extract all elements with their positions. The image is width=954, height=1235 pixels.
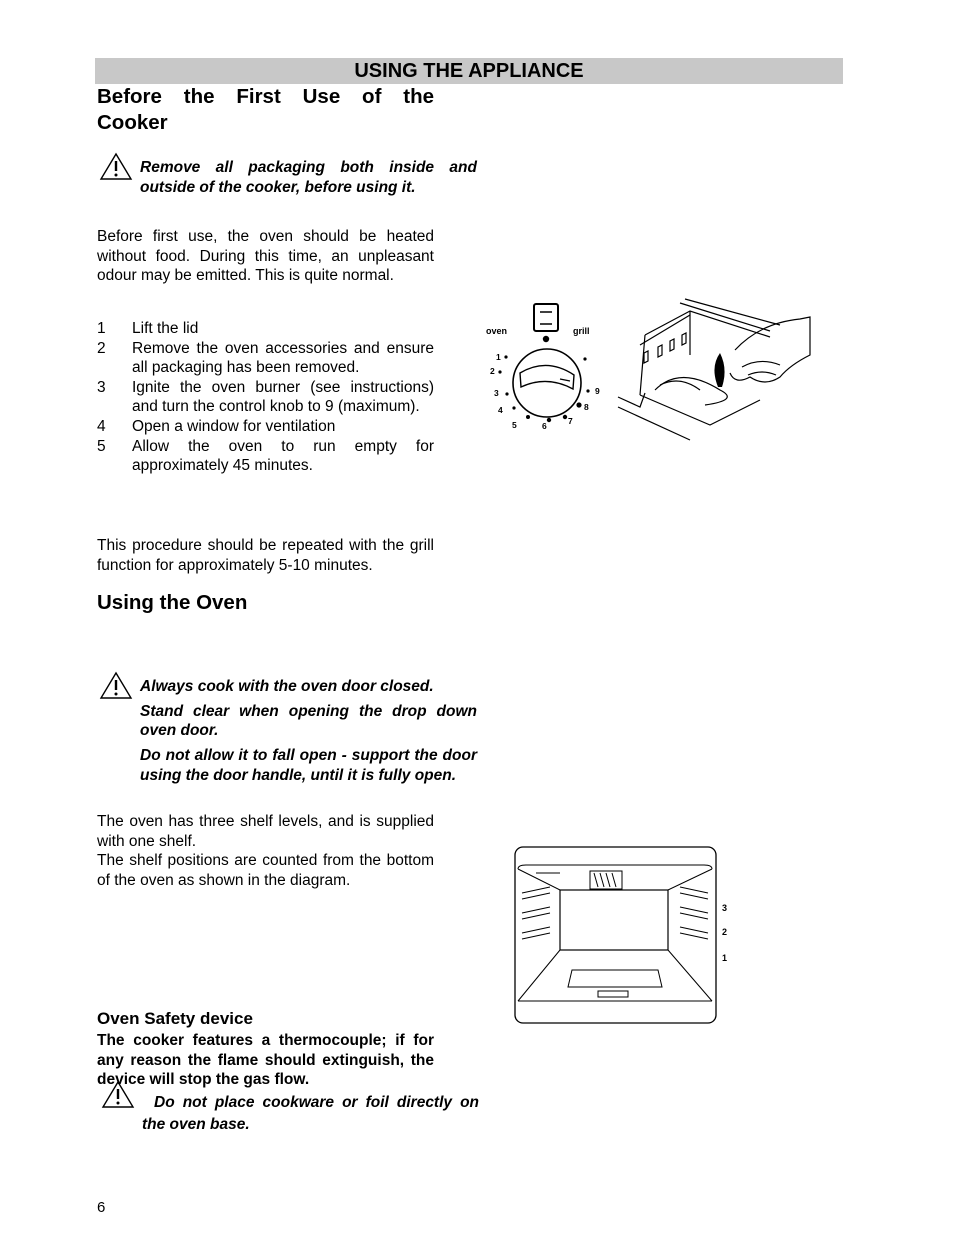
knob-mark: 6 [542,421,547,431]
warning-text: Stand clear when opening the drop down oven door. [140,702,477,740]
knob-mark: 4 [498,405,503,415]
knob-mark: 2 [490,366,495,376]
oven-door-warning [97,677,477,785]
list-item: 4 Open a window for ventilation [97,417,336,435]
list-item: 2 Remove the oven accessories and ensure all packaging has been removed. [97,339,434,377]
page-number: 6 [97,1199,106,1216]
burner-illustration [618,299,810,440]
safety-device-heading: Oven Safety device [97,1009,253,1028]
grill-repeat-note: This procedure should be repeated with the grill function for approximately 5-10 minutes. [97,537,434,574]
knob-mark: 3 [494,388,499,398]
section-banner: USING THE APPLIANCE [95,58,843,84]
knob-mark: 1 [496,352,501,362]
packaging-warning [97,158,477,197]
warning-triangle-icon [99,671,133,701]
warning-text: Do not allow it to fall open - support the door using the door handle, until it is fully open. [140,746,477,784]
shelf-label: 1 [722,953,728,963]
knob-mark: 8 [584,402,589,412]
list-item: 1 Lift the lid [97,320,199,337]
warning-triangle-icon [99,152,133,182]
oven-control-knob-figure [480,295,815,445]
grill-label: grill [573,326,590,336]
knob-mark: 9 [595,386,600,396]
warning-text: Do not place cookware or foil directly on the oven base. [142,1094,479,1134]
first-use-steps [97,319,434,476]
knob-mark: 5 [512,420,517,430]
shelf-positions-text: The shelf positions are counted from the bottom of the oven as shown in the diagram. [97,852,434,889]
oven-base-warning [97,1092,479,1136]
section-heading-first-use: Before the First Use of the Cooker [97,85,434,134]
safety-device-text: The cooker features a thermocouple; if for any reason the flame should extinguish, the device will stop the gas flow. [97,1032,434,1089]
list-item: 3 Ignite the oven burner (see instructions) and turn the control knob to 9 (maximum). [97,378,434,416]
knob-mark: 7 [568,416,573,426]
list-item: 5 Allow the oven to run empty for approximately 45 minutes. [97,437,434,475]
section-heading-using-oven: Using the Oven [97,591,248,614]
first-use-intro: Before first use, the oven should be heated without food. During this time, an unpleasant odour may be emitted. This is quite normal. [97,228,434,285]
warning-text: Remove all packaging both inside and outside of the cooker, before using it. [140,159,477,196]
oven-shelf-diagram [512,845,737,1027]
shelf-label: 3 [722,903,728,913]
shelf-label: 2 [722,927,728,937]
warning-text: Always cook with the oven door closed. [140,678,434,696]
shelf-levels-text: The oven has three shelf levels, and is supplied with one shelf. [97,813,434,850]
oven-label: oven [486,326,508,336]
